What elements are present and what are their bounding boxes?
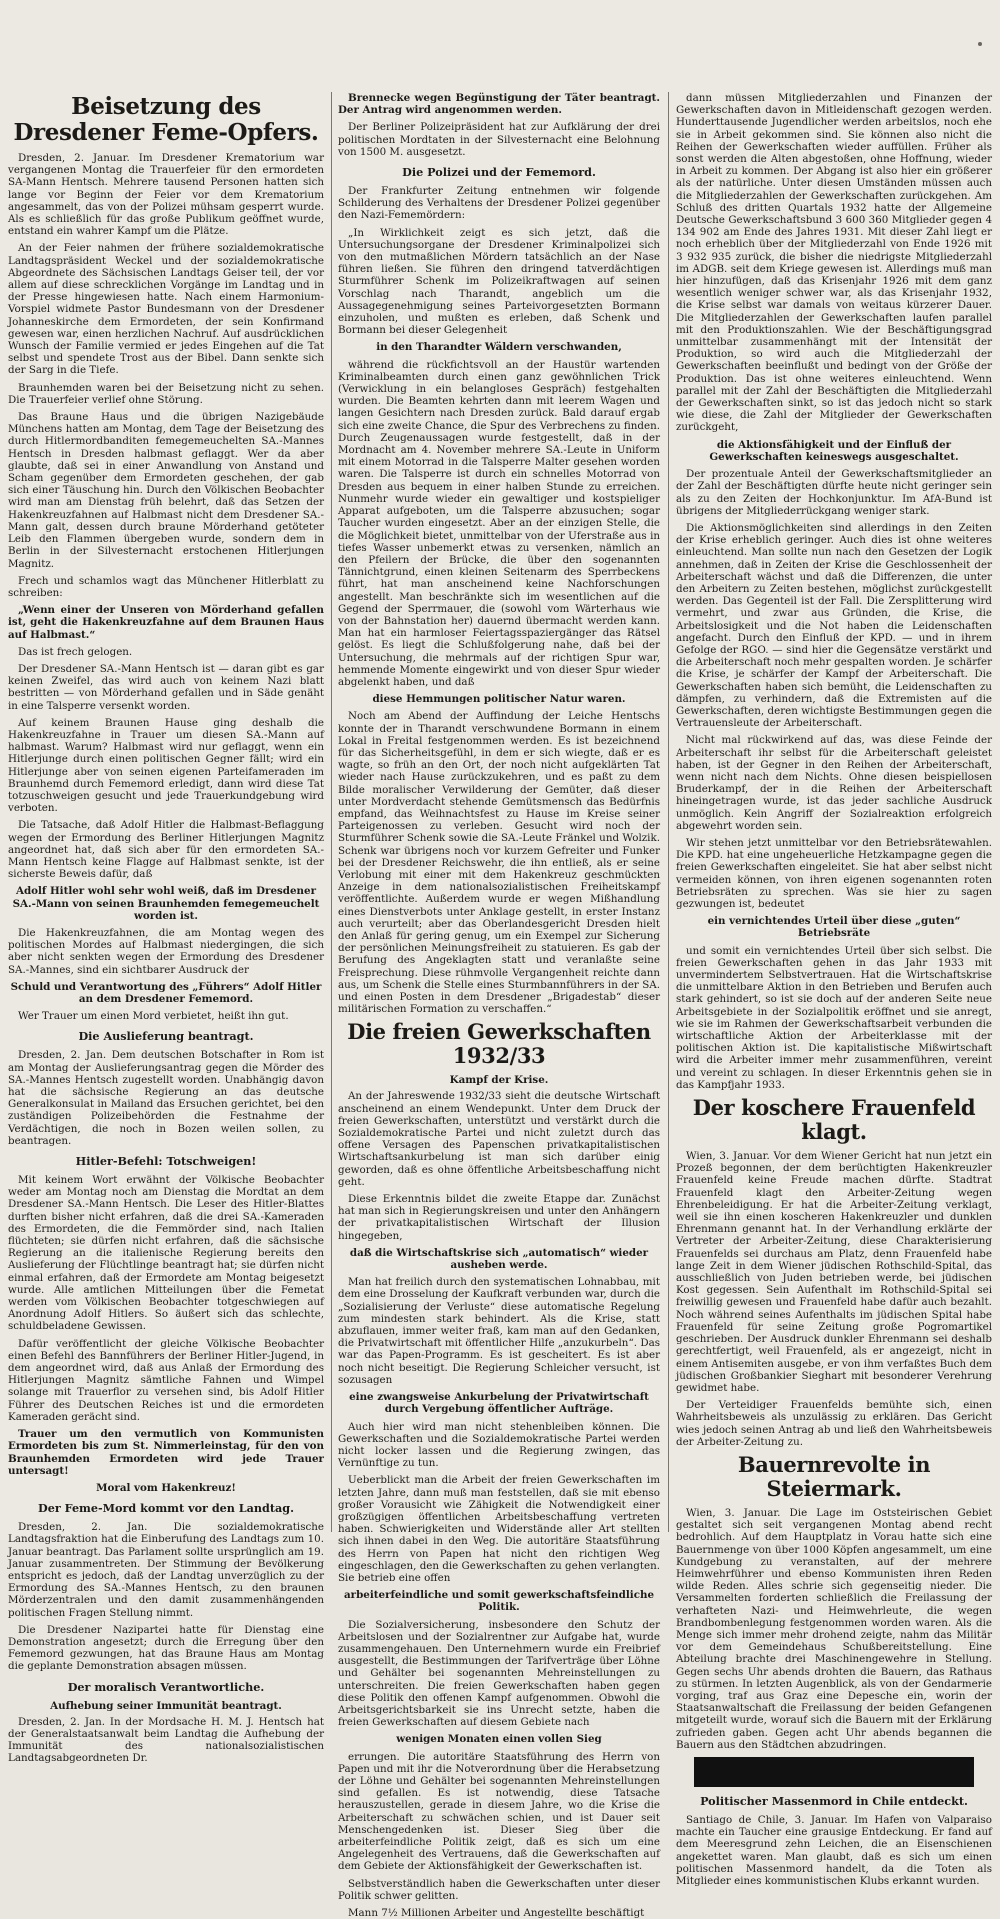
paragraph: Die Dresdener Nazipartei hatte für Dienstag eine Demonstration angesetzt; durch die Erregung über den Fememord gezwungen, hat das Braune Haus am Montag die geplante Demonstration absagen müssen.	[8, 1623, 324, 1673]
page-mark	[978, 42, 982, 46]
article-headline: Die freien Gewerkschaften 1932/33	[347, 1019, 651, 1069]
emphasis-line: Schuld und Verantwortung des „Führers“ Adolf Hitler an dem Dresdener Fememord.	[10, 980, 322, 1005]
article-headline: Beisetzung des Dresdener Feme-Opfers.	[13, 93, 319, 146]
paragraph: Die Tatsache, daß Adolf Hitler die Halbmast-Beflaggung wegen der Ermordung des Berliner Hitlerjungen Magnitz angeordnet hat, daß sich aber für den ermordeten SA.-Mann Hentsch keine Flagge auf Halbmast senkte, ist der sicherste Beweis dafür, daß	[8, 819, 324, 881]
article-headline: Der Feme-Mord kommt vor den Landtag.	[38, 1501, 294, 1516]
emphasis-line: ein vernichtendes Urteil über diese „guten“ Betriebsräte	[707, 915, 961, 940]
paragraph: Ueberblickt man die Arbeit der freien Gewerkschaften im letzten Jahre, dann muß man feststellen, daß sie mit ebenso großer Vorausicht wie Zähigkeit die Notwendigkeit einer großzügigen öffentlichen Arbeitsbeschaffung vertreten haben. Schwierigkeiten und Widerstände aller Art stellten sich ihnen dabei in den Weg. Die autoritäre Staatsführung des Herrn von Papen hat nicht den richtigen Weg eingeschlagen, den die Gewerkschaften zu gehen verlangten. Sie betrieb eine offen	[338, 1474, 660, 1584]
paragraph: und somit ein vernichtendes Urteil über sich selbst. Die freien Gewerkschaften gehen in das Jahr 1933 mit unvermindertem Selbstvertrauen. Hat die Wirtschaftskrise die unmittelbare Aktion in den Betrieben und Berufen auch stark gehindert, so ist sie doch auf der anderen Seite neue Arbeitsgebiete in der Sozialpolitik eröffnet und sie anregt, wie sie im Rahmen der Gewerkschaftsarbeit verbunden die wirtschaftliche Aktion der Arbeiterklasse mit der politischen Aktion ist. Die kapitalistische Mißwirtschaft wird die Arbeiter immer mehr zusammenführen, vereint und vereint zu schlagen. In dieser Erkenntnis gehen sie in das Kampfjahr 1933.	[676, 944, 992, 1091]
article-headline: Politischer Massenmord in Chile entdeckt.	[700, 1793, 968, 1808]
paragraph: Mann 7½ Millionen Arbeiter und Angestellte beschäftigt	[348, 1907, 645, 1919]
emphasis-line: die Aktionsfähigkeit und der Einfluß der Gewerkschaften keineswegs ausgeschaltet.	[709, 438, 959, 463]
paragraph: Brennecke wegen Begünstigung der Täter beantragt. Der Antrag wird angenommen werden.	[338, 92, 660, 117]
paragraph: Der Verteidiger Frauenfelds bemühte sich, einen Wahrheitsbeweis als unzulässig zu erklären. Das Gericht wies jedoch seinen Antrag ab und ließ den Wahrheitsbeweis der Arbeiter-Zeitung zu.	[676, 1399, 992, 1448]
paragraph: Man hat freilich durch den systematischen Lohnabbau, mit dem eine Drosselung der Kaufkraft verbunden war, durch die „Sozialisierung der Verluste“ diese automatische Regelung zum mindesten stark behindert. Als die Krise, statt abzuflauen, immer weiter fraß, kam man auf den Gedanken, die Privatwirtschaft mit öffentlicher Hilfe „anzukurbeln“. Das war das Papen-Programm. Es ist gescheitert. Es ist aber noch nicht beseitigt. Die Regierung Schleicher versucht, ist sozusagen	[338, 1276, 660, 1386]
article-headline: Hitler-Befehl: Totschweigen!	[75, 1154, 257, 1169]
column-rule	[668, 92, 669, 1532]
column-rule	[331, 92, 332, 1532]
paragraph: Dresden, 2. Jan. Die sozialdemokratische Landtagsfraktion hat die Einberufung des Landtags zum 10. Januar beantragt. Das Parlament sollte ursprünglich am 19. Januar zusammentreten. Der Stimmung der Bevölkerung entspricht es jedoch, daß der Landtag unverzüglich zu der Ermordung des SA.-Mannes Hentsch, zu den braunen Mörderzentralen und den damit zusammenhängenden politischen Fragen Stellung nimmt.	[8, 1521, 324, 1619]
paragraph: Wer Trauer um einen Mord verbietet, heißt ihn gut.	[18, 1010, 289, 1023]
paragraph: Noch am Abend der Auffindung der Leiche Hentschs konnte der in Tharandt verschwundene Bormann in einem Lokal in Freital festgenommen werden. Es ist bezeichnend für das Sicherheitsgefühl, in dem er sich wiegte, daß er es wagte, so früh an den Ort, der noch nicht aufgeklärten Tat wieder nach Hause zurückzukehren, und es paßt zu dem Bilde moralischer Verwilderung der Gemüter, daß dieser unter Mordverdacht stehende Gemütsmensch das Bedürfnis empfand, das Weihnachtsfest zu Hause im Kreise seiner Parteigenossen zu verleben. Gesucht wird noch der Sturmführer Schenk sowie die SA.-Leute Fränkel und Wolzik. Schenk war übrigens noch vor kurzem Gefreiter und Funker bei der Dresdener Reichswehr, die ihn entließ, als er seine Verlobung mit einer mit dem Hakenkreuz geschmückten Anzeige in dem nationalsozialistischen Freiheitskampf veröffentlichte. Außerdem wurde er wegen Mißhandlung eines Dienstverbots unter Anklage gestellt, in erster Instanz auch verurteilt; aber das Oberlandesgericht Dresden hielt den Anlaß für gering genug, um ein Exempel zur Sicherung der persönlichen Meinungsfreiheit zu statuieren. Es gab der Berufung des Angeklagten statt und veranlaßte seine Freisprechung. Diese rühmvolle Vergangenheit reichte dann aus, um Schenk die Stelle eines Sturmbannführers in der SA. und einen Posten in dem Dresdener „Brigadestab“ dieser militärischen Formation zu verschaffen.“	[338, 710, 660, 1016]
article-subheadline: Kampf der Krise.	[449, 1074, 549, 1087]
emphasis-line: arbeiterfeindliche und somit gewerkschaftsfeindliche Politik.	[344, 1589, 654, 1614]
emphasis-line: Trauer um den vermutlich von Kommunisten Ermordeten bis zum St. Nimmerleinstag, für den von Braunhemden Ermordeten wird jede Trauer untersagt!	[8, 1428, 324, 1477]
censored-bar	[694, 1757, 974, 1787]
paragraph: Das ist frech gelogen.	[18, 645, 133, 658]
paragraph: An der Feier nahmen der frühere sozialdemokratische Landtagspräsident Weckel und der sozialdemokratische Abgeordnete des Sächsischen Landtags Geiser teil, der vor allem auf diese schrecklichen Vorgänge im Landtag und in der Presse hingewiesen hatte. Nach einem Harmonium-Vorspiel widmete Pastor Bundesmann von der Dresdener Johanneskirche dem Ermordeten, der sein Konfirmand gewesen war, einen herzlichen Nachruf. Auf ausdrücklichen Wunsch der Familie vermied er jedes Eingehen auf die Tat selbst und spendete Trost aus der Bibel. Dann senkte sich der Sarg in die Tiefe.	[8, 242, 324, 377]
paragraph: Auch hier wird man nicht stehenbleiben können. Die Gewerkschaften und die Sozialdemokratische Partei werden nicht locker lassen und die Regierung zwingen, das Vernünftige zu tun.	[338, 1420, 660, 1470]
emphasis-line: Adolf Hitler wohl sehr wohl weiß, daß im Dresdener SA.-Mann von seinen Braunhemden femegemeuchelt worden ist.	[12, 885, 320, 922]
paragraph: Dresden, 2. Jan. Dem deutschen Botschafter in Rom ist am Montag der Auslieferungsantrag gegen die Mörder des SA.-Mannes Hentsch zugestellt worden. Unabhängig davon hat die sächsische Regierung an das deutsche Generalkonsulat in Mailand das Ersuchen gerichtet, bei den zuständigen Polizeibehörden die Festnahme der Verdächtigen, die noch in Bozen weilen sollen, zu beantragen.	[8, 1049, 324, 1147]
article-headline: Der koschere Frauenfeld klagt.	[692, 1095, 976, 1145]
paragraph: „In Wirklichkeit zeigt es sich jetzt, daß die Untersuchungsorgane der Dresdener Kriminalpolizei sich von den mutmaßlichen Mördern tatsächlich an der Nase führen ließen. Sie führen den dringend tatverdächtigen Sturmführer Schenk im Polizeikraftwagen auf seinen Vorschlag nach Tharandt, angeblich um die Aussagegenehmigung seines Parteivorgesetzten Bormann einzuholen, und mußten es erleben, daß Schenk und Bormann bei dieser Gelegenheit	[338, 226, 660, 337]
paragraph: Selbstverständlich haben die Gewerkschaften unter dieser Politik schwer gelitten.	[338, 1877, 660, 1902]
paragraph: Dafür veröffentlicht der gleiche Völkische Beobachter einen Befehl des Bannführers der Berliner Hitler-Jugend, in dem angeordnet wird, daß aus Anlaß der Ermordung des Hitlerjungen Magnitz sämtliche Fahnen und Wimpel solange mit Trauerflor zu versehen sind, bis Adolf Hitler Führer des Deutschen Reiches ist und die ermordeten Kameraden gerächt sind.	[8, 1337, 324, 1423]
paragraph: errungen. Die autoritäre Staatsführung des Herrn von Papen und mit ihr die Notverordnung über die Herabsetzung der Löhne und Gehälter bei sogenannten Mehreinstellungen sind gefallen. Es ist notwendig, diese Tatsache herauszustellen, gerade in diesem Jahre, wo die Krise die Arbeiterschaft zu schwächen schien, und ist Dauer seit Menschengedenken ist. Dieser Sieg über die arbeiterfeindliche Politik zeigt, daß es sich um eine Angelegenheit des Vertrauens, daß die Gewerkschaften auf dem Gebiete der Aktionsfähigkeit der Gewerkschaften ist.	[338, 1750, 660, 1873]
article-headline: Der moralisch Verantwortliche.	[67, 1679, 265, 1694]
paragraph: Die Sozialversicherung, insbesondere den Schutz der Arbeitslosen und der Sozialrentner zur Aufgabe hat, wurde zusammengehauen. Den Unternehmern wurde ein Freibrief ausgestellt, die Bestimmungen der Tarifverträge über Löhne und Gehälter bei sogenannten Mehreinstellungen zu unterschreiten. Die freien Gewerkschaften haben gegen diese Politik den offenen Kampf aufgenommen. Obwohl die Arbeitsgerichtsbarkeit sie ins Unrecht setzte, haben die freien Gewerkschaften auf diesem Gebiete nach	[338, 1618, 660, 1729]
paragraph: während die rückfichtsvoll an der Haustür wartenden Kriminalbeamten durch einen ganz gewöhnlichen Trick (Verwicklung in ein belangloses Gespräch) festgehalten wurden. Die Beamten kehrten dann mit leerem Wagen und langen Gesichtern nach Dresden zurück. Bald darauf ergab sich eine zweite Chance, die Spur des Verbrechens zu finden. Durch Zeugenaussagen wurde festgestellt, daß in der Mordnacht am 4. November mehrere SA.-Leute in Uniform mit einem Motorrad in die Talsperre Malter gesehen worden waren. Die Talsperre ist durch ein schnelles Motorrad von Dresden aus bequem in einer halben Stunde zu erreichen. Nunmehr wurde wieder ein gewaltiger und kostspieliger Apparat aufgeboten, um die Talsperre abzusuchen; sogar Taucher wurden eingesetzt. Aber an der einzigen Stelle, die die Möglichkeit bietet, unmittelbar von der Uferstraße aus in tiefes Wasser unbemerkt etwas zu versenken, nämlich an den Pfeilern der Brücke, die über den sogenannten Tännichtgrund, einen kleinen Seitenarm des Sperrbeckens führt, hat man anscheinend keine Nachforschungen angestellt. Man beschränkte sich im wesentlichen auf die Gegend der Sperrmauer, die (sowohl vom Wärterhaus wie von der Bahnstation her) dauernd übermacht werden kann. Man hat ein harmloser Feiertagsspaziergänger das Rätsel gelöst. Es liegt die Schlußfolgerung nahe, daß bei der Untersuchung, die mehrmals auf der richtigen Spur war, hemmende Momente eingewirkt und von dieser Spur wieder abgelenkt haben, und daß	[338, 358, 660, 688]
article-headline: Die Auslieferung beantragt.	[78, 1029, 254, 1044]
article-headline: Bauernrevolte in Steiermark.	[737, 1451, 931, 1501]
paragraph: Auf keinem Braunen Hause ging deshalb die Hakenkreuzfahne in Trauer um diesen SA.-Mann auf halbmast. Warum? Halbmast wird nur geflaggt, wenn ein Hitlerjunge durch einen politischen Gegner fällt; wird ein Hitlerjunge aber von seinen eigenen Parteifameraden im Braunhemd durch Fememord erledigt, dann wird diese Tat totzuschweigen gesucht und jede Trauerkundgebung wird verboten.	[8, 716, 324, 815]
paragraph: Der prozentuale Anteil der Gewerkschaftsmitglieder an der Zahl der Beschäftigten dürfte heute nicht geringer sein als zu den Zeiten der Hochkonjunktur. Im AfA-Bund ist übrigens der Mitgliederrückgang weniger stark.	[676, 468, 992, 517]
emphasis-line: wenigen Monaten einen vollen Sieg	[396, 1733, 602, 1746]
article-headline: Die Polizei und der Fememord.	[402, 165, 596, 180]
paragraph: dann müssen Mitgliederzahlen und Finanzen der Gewerkschaften davon in Mitleidenschaft gezogen werden. Hunderttausende Jugendlicher werden arbeitslos, noch ehe sie in Arbeit gekommen sind. Sie können also nicht die Reihen der Gewerkschaften wieder auffüllen. Früher als sonst werden die Alten abgestoßen, ohne Hoffnung, wieder in Arbeit zu kommen. Der Abgang ist also hier ein größerer als der natürliche. Unter diesen Umständen müssen auch die Mitgliederzahlen der Gewerkschaften zurückgehen. Am Schluß des dritten Quartals 1932 hatte der Allgemeine Deutsche Gewerkschaftsbund 3 600 360 Mitglieder gegen 4 134 902 am Ende des Jahres 1931. Mit dieser Zahl liegt er noch erheblich über der Mitgliederzahl von Ende 1926 mit 3 932 935 zurück, die bisher die niedrigste Mitgliederzahl im ADGB. seit dem Kriege gewesen ist. Allerdings muß man hier hinzufügen, daß das Krisenjahr 1926 mit dem ganz wesentlich weniger schwer war, als das Krisenjahr 1932, die Krise selbst war damals von weitaus kürzerer Dauer. Die Mitgliederzahlen der Gewerkschaften laufen parallel mit den Produktionszahlen. Wie der Beschäftigungsgrad unmittelbar zusammenhängt mit der Intensität der Produktion, so wird auch die Mitgliederzahl der Gewerkschaften beeinflußt und bedingt von der Größe der Produktion. Das ist ohne weiteres einleuchtend. Wenn parallel mit der Zahl der Beschäftigten die Mitgliederzahl der Gewerkschaften sinkt, so ist das jedoch nicht so stark wie diese, die Zahl der Mitglieder der Gewerkschaften zurückgeht,	[676, 92, 992, 434]
column-middle	[338, 92, 660, 1919]
page-top-margin	[0, 0, 1000, 92]
paragraph: Mit keinem Wort erwähnt der Völkische Beobachter weder am Montag noch am Dienstag die Mordtat an dem Dresdener SA.-Mann Hentsch. Die Leser des Hitler-Blattes durften bisher nicht erfahren, daß die drei SA.-Kameraden des Ermordeten, die die Femmörder sind, nach Italien flüchteten; sie dürfen nicht erfahren, daß die sächsische Regierung an die italienische Regierung bereits den Auslieferung der Flüchtlinge beantragt hat; sie dürfen nicht einmal erfahren, daß der Ermordete am Montag beigesetzt wurde. Alle amtlichen Mitteilungen über die Femetat werden vom Völkischen Beobachter totgeschwiegen auf Anordnung Adolf Hitlers. So äußert sich das schlechte, schuldbeladene Gewissen.	[8, 1174, 324, 1333]
paragraph: An der Jahreswende 1932/33 sieht die deutsche Wirtschaft anscheinend an einem Wendepunkt. Unter dem Druck der freien Gewerkschaften, unterstützt und verstärkt durch die Sozialdemokratische Partei und nicht zuletzt durch das offene Versagen des Papenschen privatkapitalistischen Wirtschaftsankurbelung ist man sich darüber einig geworden, daß es ohne öffentliche Arbeitsbeschaffung nicht geht.	[338, 1090, 660, 1188]
article-subheadline: Aufhebung seiner Immunität beantragt.	[50, 1699, 282, 1712]
paragraph: Frech und schamlos wagt das Münchener Hitlerblatt zu schreiben:	[8, 574, 324, 599]
paragraph: Dresden, 2. Januar. Im Dresdener Krematorium war vergangenen Montag die Trauerfeier für den ermordeten SA-Mann Hentsch. Mehrere tausend Personen hatten sich lange vor Beginn der Feier vor dem Krematorium angesammelt, das von der Polizei mühsam gesperrt wurde. Als es schließlich für das große Publikum geöffnet wurde, entstand ein wahrer Kampf um die Plätze.	[8, 152, 324, 238]
emphasis-line: diese Hemmungen politischer Natur waren.	[372, 693, 626, 706]
quote: „Wenn einer der Unseren von Mörderhand gefallen ist, geht die Hakenkreuzfahne auf dem Braunen Haus auf Halbmast.“	[8, 604, 324, 641]
emphasis-line: eine zwangsweise Ankurbelung der Privatwirtschaft durch Vergebung öffentlicher Aufträge.	[349, 1391, 649, 1416]
emphasis-line: in den Tharandter Wäldern verschwanden,	[376, 341, 622, 354]
paragraph: Der Berliner Polizeipräsident hat zur Aufklärung der drei politischen Mordtaten in der Silvesternacht eine Belohnung von 1500 M. ausgesetzt.	[338, 121, 660, 158]
paragraph: Wir stehen jetzt unmittelbar vor den Betriebsrätewahlen. Die KPD. hat eine ungeheuerliche Hetzkampagne gegen die freien Gewerkschaften eingeleitet. Sie hat aber selbst nicht vermeiden können, von ihren eigenen sogenannten roten Betriebsräten zu sprechen. Was sie hier zu sagen gezwungen ist, bedeutet	[676, 836, 992, 910]
paragraph: Dresden, 2. Jan. In der Mordsache H. M. J. Hentsch hat der Generalstaatsanwalt beim Landtag die Aufhebung der Immunität des nationalsozialistischen Landtagsabgeordneten Dr.	[8, 1715, 324, 1765]
paragraph: Der Dresdener SA.-Mann Hentsch ist — daran gibt es gar keinen Zweifel, das wird auch von keinem Nazi blatt bestritten — von Mörderhand gefallen und in Säde genäht in eine Talsperre versenkt worden.	[8, 662, 324, 712]
paragraph: Nicht mal rückwirkend auf das, was diese Feinde der Arbeiterschaft ihr selbst für die Arbeiterschaft geleistet haben, ist der Gegner in den Reihen der Arbeiterschaft, wenn nicht nach dem Nichts. Ohne diesen beispiellosen Bruderkampf, der in die Reihen der Arbeiterschaft hineingetragen wurde, ist das jeder sachliche Ausdruck unmöglich. Kein Angriff der Sozialreaktion erfolgreich abgewehrt worden sein.	[676, 734, 992, 832]
paragraph: Wien, 3. Januar. Die Lage im Oststeirischen Gebiet gestaltet sich seit vergangenen Montag abend recht bedrohlich. Auf dem Hauptplatz in Vorau hatte sich eine Bauernmenge von über 1000 Köpfen angesammelt, um eine Kundgebung zu veranstalten, auf der mehrere Heimwehrführer und ebenso Kommunisten ihren Reden wilde Reden. Alles schrie sich gegenseitig nieder. Die Versammelten forderten schließlich die Freilassung der verhafteten Nazi- und Heimwehrleute, die wegen Brandbombenlegung festgenommen worden waren. Als die Menge sich immer mehr drohend zeigte, nahm das Militär vor dem Gemeindehaus Schußbereitstellung. Eine Abteilung brachte drei Maschinengewehre in Stellung. Gegen sechs Uhr abends drohten die Bauern, das Rathaus zu stürmen. In letzten Augenblick, als von der Gendarmerie vorging, traf aus Graz eine Depesche ein, worin der Staatsanwaltschaft die Freilassung der beiden Gefangenen mitgeteilt wurde, worauf sich die Bauern mit der Erklärung zufrieden gaben. Gegen acht Uhr abends begannen die Bauern aus den Städtchen abzudringen.	[676, 1506, 992, 1751]
paragraph: Die Aktionsmöglichkeiten sind allerdings in den Zeiten der Krise erheblich geringer. Auch dies ist ohne weiteres einleuchtend. Man sollte nun nach den Gesetzen der Logik annehmen, daß in Zeiten der Krise die Geschlossenheit der Arbeiterschaft wächst und daß die Differenzen, die unter den Arbeitern zu Zeiten bestehen, möglichst zurückgestellt werden. Das Gegenteil ist der Fall. Die Zersplitterung wird vermehrt, und zwar aus Gründen, die Krise, die Arbeitslosigkeit und die Not haben die Leidenschaften angefacht. Durch den Einfluß der KPD. — und in ihrem Gefolge der RGO. — sind hier die Gegensätze verstärkt und die Arbeiterschaft noch mehr gespalten worden. Je schärfer die Krise, je schärfer der Kampf der Arbeiterschaft. Die Gewerkschaften haben sich bemüht, die Leidenschaften zu dämpfen, zu verhindern, daß die Extremisten auf die Gewerkschaften, deren wichtigste Bestimmungen gegen die Vertrauensleute der Arbeiterschaft.	[676, 521, 992, 730]
paragraph: Wien, 3. Januar. Vor dem Wiener Gericht hat nun jetzt ein Prozeß begonnen, der dem berüchtigten Hakenkreuzler Frauenfeld keine Freude machen dürfte. Stadtrat Frauenfeld klagt den Arbeiter-Zeitung wegen Ehrenbeleidigung. Er hat die Arbeiter-Zeitung verklagt, weil sie ihn einen koscheren Hakenkreuzler und dunklen Ehrenmann genannt hat. In der Verhandlung erklärte der Vertreter der Arbeiter-Zeitung, diese Charakterisierung Frauenfelds sei durchaus am Platz, denn Frauenfeld habe lange Zeit in dem Wiener jüdischen Rothschild-Spital, das ausschließlich von Juden betrieben werde, bei jüdischen Kost gegessen. Sein Aufenthalt im Rothschild-Spital sei freiwillig gewesen und Frauenfeld habe dafür auch bezahlt. Noch während seines Aufenthalts im jüdischen Spital habe Frauenfeld für seine Zeitung große Pogromartikel geschrieben. Der Ausdruck dunkler Ehrenmann sei deshalb gerechtfertigt, weil Frauenfeld, als er angezeigt, nicht in einem Antisemiten ausgebe, er von ihm verfaßtes Buch dem jüdischen Großbankier Sieghart mit besonderer Verehrung gewidmet habe.	[676, 1150, 992, 1394]
paragraph: Das Braune Haus und die übrigen Nazigebäude Münchens hatten am Montag, dem Tage der Beisetzung des durch Hitlermordbanditen femegemeuchelten SA.-Mannes Hentsch in Dresden halbmast geflaggt. Wer da aber glaubte, daß sei in einer Anwandlung von Anstand und Scham gegenüber dem Ermordeten geschehen, der gab sich einer Täuschung hin. Durch den Völkischen Beobachter wird man am Dienstag früh belehrt, daß das Setzen der Hakenkreuzfahnen auf Halbmast nicht dem Dresdener SA.-Mann galt, dessen durch braune Mörderhand getöteter Leib den Flammen übergeben wurde, sondern dem in Berlin in der Silvesternacht erstochenen Hitlerjungen Magnitz.	[8, 411, 324, 570]
paragraph: Santiago de Chile, 3. Januar. Im Hafen von Valparaiso machte ein Taucher eine grausige Entdeckung. Er fand auf dem Meeresgrund zehn Leichen, die an Eisenschienen angekettet waren. Man glaubt, daß es sich um einen politischen Massenmord handelt, da die Toten als Mitglieder eines kommunistischen Klubs erkannt wurden.	[676, 1813, 992, 1887]
paragraph: Braunhemden waren bei der Beisetzung nicht zu sehen. Die Trauerfeier verlief ohne Störung.	[8, 381, 324, 406]
paragraph: Diese Erkenntnis bildet die zweite Etappe dar. Zunächst hat man sich in Regierungskreisen und unter den Anhängern der privatkapitalistischen Wirtschaft der Illusion hingegeben,	[338, 1193, 660, 1242]
column-left	[8, 92, 324, 1765]
column-right	[676, 92, 992, 1887]
paragraph: Die Hakenkreuzfahnen, die am Montag wegen des politischen Mordes auf Halbmast niedergingen, die sich aber nicht senkten wegen der Ermordung des Dresdener SA.-Mannes, sind ein sichtbarer Ausdruck der	[8, 926, 324, 976]
paragraph: Der Frankfurter Zeitung entnehmen wir folgende Schilderung des Verhaltens der Dresdener Polizei gegenüber den Nazi-Fememördern:	[338, 185, 660, 222]
emphasis-line: daß die Wirtschaftskrise sich „automatisch“ wieder ausheben werde.	[349, 1246, 649, 1272]
emphasis-line: Moral vom Hakenkreuz!	[96, 1481, 236, 1494]
